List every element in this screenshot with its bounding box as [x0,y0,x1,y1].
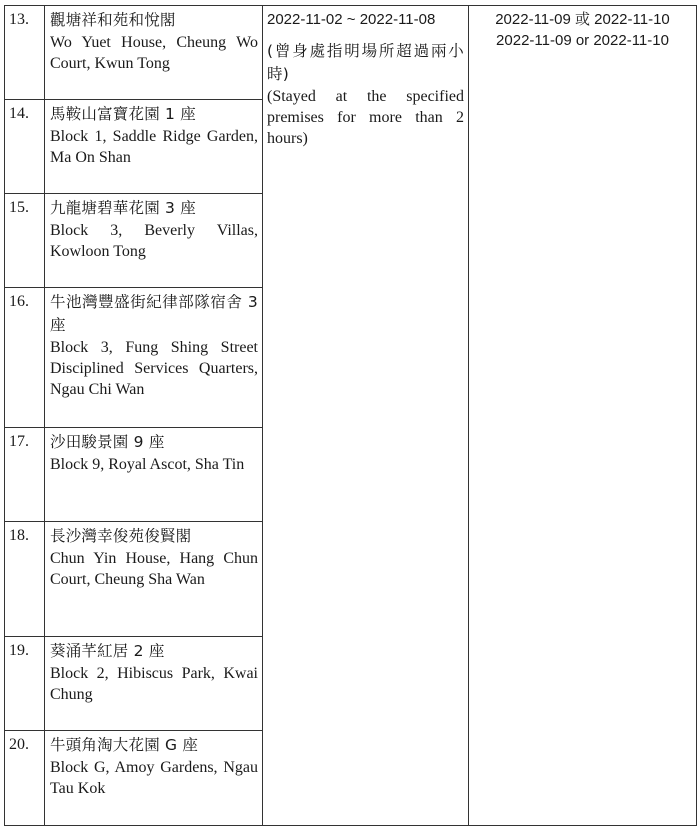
row-number: 18. [5,522,45,637]
premises-name-cell [45,194,263,288]
premises-name-cell [45,288,263,428]
premises-name-cell [45,637,263,731]
visit-condition-zh: (曾身處指明場所超過兩小時) [267,42,464,83]
row-number: 20. [5,731,45,826]
premises-name-en: Block 3, Fung Shing Street Disciplined Services Quarters, Ngau Chi Wan [50,339,258,398]
row-number: 14. [5,100,45,194]
premises-name-zh: 葵涌芊紅居 2 座 [50,642,165,660]
premises-name-en: Block 2, Hibiscus Park, Kwai Chung [50,665,258,703]
row-number: 15. [5,194,45,288]
premises-name-zh: 觀塘祥和苑和悅閣 [50,11,176,29]
premises-name-cell [45,100,263,194]
premises-name-cell [45,522,263,637]
premises-name-en: Block 1, Saddle Ridge Garden, Ma On Shan [50,128,258,166]
test-date-en: 2022-11-09 or 2022-11-10 [496,32,669,49]
premises-name-zh: 牛池灣豐盛街紀律部隊宿舍 3 座 [50,293,258,334]
test-date-zh: 2022-11-09 或 2022-11-10 [495,11,670,28]
premises-name-en: Block 9, Royal Ascot, Sha Tin [50,456,245,473]
visit-period-cell [263,6,469,826]
premises-name-cell [45,6,263,100]
premises-name-en: Wo Yuet House, Cheung Wo Court, Kwun Tong [50,34,258,72]
specified-premises-table [4,5,697,826]
premises-name-en: Chun Yin House, Hang Chun Court, Cheung Sha Wan [50,550,258,588]
premises-name-zh: 沙田駿景園 9 座 [50,433,165,451]
row-number: 17. [5,428,45,522]
premises-name-en: Block 3, Beverly Villas, Kowloon Tong [50,222,258,260]
premises-name-cell [45,428,263,522]
visit-date-range: 2022-11-02 ~ 2022-11-08 [267,11,436,28]
premises-name-zh: 牛頭角淘大花園 G 座 [50,736,199,754]
premises-name-zh: 馬鞍山富寶花園 1 座 [50,105,196,123]
premises-name-zh: 九龍塘碧華花園 3 座 [50,199,196,217]
row-number: 19. [5,637,45,731]
premises-name-en: Block G, Amoy Gardens, Ngau Tau Kok [50,759,258,797]
test-date-cell [469,6,697,826]
row-number: 16. [5,288,45,428]
premises-name-cell [45,731,263,826]
premises-name-zh: 長沙灣幸俊苑俊賢閣 [50,527,192,545]
visit-condition-en: (Stayed at the specified premises for more than 2 hours) [267,88,464,147]
row-number: 13. [5,6,45,100]
table-row [5,6,697,100]
